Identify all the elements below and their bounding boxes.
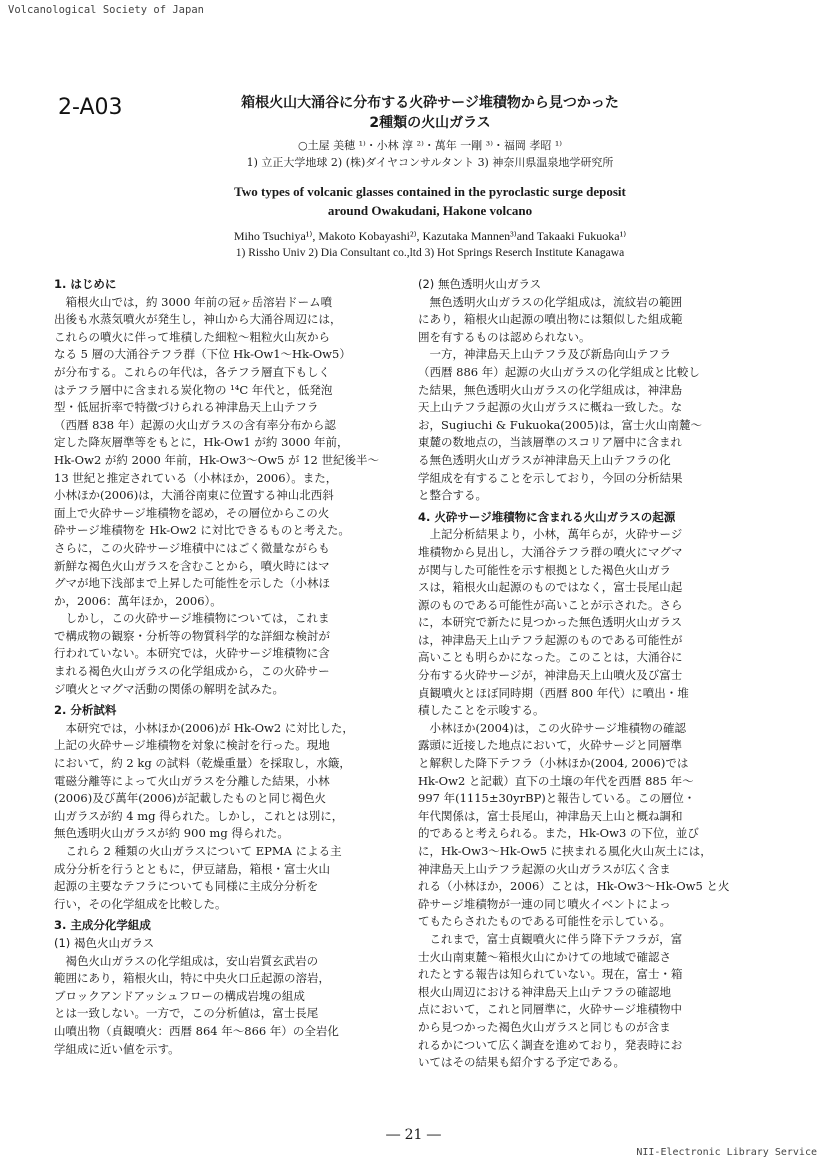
paragraph	[54, 610, 410, 698]
text-line: にあり，箱根火山起源の噴出物には類似した組成範	[418, 312, 683, 327]
text-line: 型・低屈折率で特徴づけられる神津島天上山テフラ	[54, 400, 319, 415]
text-line: から見つかった褐色火山ガラスと同じものが含ま	[418, 1019, 671, 1034]
text-line: 上記の火砕サージ堆積物を対象に検討を行った。現地	[54, 738, 330, 753]
paragraph	[418, 346, 776, 504]
text-line: ブロックアンドアッシュフローの構成岩塊の組成	[54, 988, 305, 1003]
text-line: 定した降灰層準等をもとに，Hk-Ow1 が約 3000 年前，	[54, 435, 349, 450]
text-line: 褐色火山ガラスの化学組成は，安山岩質玄武岩の	[54, 953, 319, 968]
text-line: れたとする報告は知られていない。現在，富士・箱	[418, 967, 683, 982]
text-line: 東麓の数地点の，当該層準のスコリア層中に含まれ	[418, 435, 683, 450]
text-line: れるかについて広く調査を進めており，発表時にお	[418, 1037, 683, 1052]
text-line: で構成物の観察・分析等の物質科学的な詳細な検討が	[54, 628, 330, 643]
text-line: 小林ほか(2004)は，この火砕サージ堆積物の確認	[418, 720, 687, 735]
text-line: 積したことを示唆する。	[418, 703, 545, 718]
subsection-heading-brown-glass: (1) 褐色火山ガラス	[54, 935, 155, 950]
text-line: (2006)及び萬年(2006)が記載したものと同じ褐色火	[54, 791, 326, 806]
text-line: とは一致しない。一方で，この分析値は，富士長尾	[54, 1006, 319, 1021]
text-line: 起源の主要なテフラについても同様に主成分分析を	[54, 879, 319, 894]
text-line: 電磁分離等によって火山ガラスを分離した結果，小林	[54, 773, 330, 788]
society-header: Volcanological Society of Japan	[8, 4, 204, 16]
text-line: スは，箱根火山起源のものではなく，富士長尾山起	[418, 580, 683, 595]
text-line: か，2006：萬年ほか，2006）。	[54, 593, 222, 608]
text-line: 士火山南東麓～箱根火山にかけての地域で確認さ	[418, 949, 671, 964]
text-line: しかし，この火砕サージ堆積物については，これま	[54, 611, 330, 626]
page-number: ― 21 ―	[386, 1127, 441, 1143]
text-line: 分布する火砕サージが，神津島天上山噴火及び富士	[418, 668, 683, 683]
text-line: 新鮮な褐色火山ガラスを含むことから，噴火時にはマ	[54, 558, 330, 573]
text-line: ジ噴火とマグマ活動の関係の解明を試みた。	[54, 681, 284, 696]
title-english	[150, 182, 710, 220]
paragraph	[54, 720, 410, 843]
text-line: なる 5 層の大涌谷テフラ群（下位 Hk-Ow1～Hk-Ow5）	[54, 347, 351, 362]
subsection-heading-colorless-glass: (2) 無色透明火山ガラス	[418, 277, 542, 291]
text-line: これら 2 種類の火山ガラスについて EPMA による主	[54, 844, 342, 858]
text-line: 露頭に近接した地点において，火砕サージと同層準	[418, 738, 683, 753]
text-line: 行い，その化学組成を比較した。	[54, 896, 227, 911]
text-line: が関与した可能性を示す根拠とした褐色火山ガラ	[418, 562, 671, 577]
text-line: と整合する。	[418, 488, 487, 503]
paragraph	[54, 953, 410, 1059]
text-line: 小林ほか(2006)は，大涌谷南東に位置する神山北西斜	[54, 488, 334, 503]
section-heading-introduction: 1. はじめに	[54, 277, 117, 291]
text-line: た結果，無色透明火山ガラスの化学組成は，神津島	[418, 382, 683, 397]
text-line: 山ガラスが約 4 mg 得られた。しかし，これとは別に，	[54, 808, 344, 823]
text-line: 無色透明火山ガラスの化学組成は，流紋岩の範囲	[418, 294, 683, 309]
text-line: まれる褐色火山ガラスの化学組成から，この火砕サー	[54, 664, 330, 679]
text-line: 根火山周辺における神津島天上山テフラの確認地	[418, 984, 671, 999]
text-line: と解釈した降下テフラ（小林ほか(2004, 2006)では	[418, 756, 689, 771]
text-line: 学組成を有することを示しており，今回の分析結果	[418, 470, 683, 485]
text-line: これらの噴火に伴って堆積した細粒～粗粒火山灰から	[54, 329, 330, 344]
paragraph	[418, 720, 776, 931]
text-line: に，Hk-Ow3～Hk-Ow5 に挟まれる風化火山灰土には，	[418, 844, 712, 858]
text-line: はテフラ層中に含まれる炭化物の ¹⁴C 年代と，低発泡	[54, 382, 333, 397]
text-line: れる（小林ほか，2006）ことは，Hk-Ow3～Hk-Ow5 と火	[418, 879, 730, 894]
text-line: 行われていない。本研究では，火砕サージ堆積物に含	[54, 646, 330, 661]
text-line: 範囲にあり，箱根火山，特に中央火口丘起源の溶岩，	[54, 971, 330, 986]
text-line: 13 世紀と推定されている（小林ほか，2006）。また，	[54, 470, 338, 485]
text-line: 上記分析結果より，小林，萬年らが，火砕サージ	[418, 527, 683, 542]
paragraph	[418, 294, 776, 347]
text-line: 点において，これと同層準に，火砕サージ堆積物中	[418, 1002, 683, 1017]
text-line: てもたらされたものである可能性を示している。	[418, 914, 671, 929]
paragraph	[54, 294, 410, 611]
paragraph	[418, 931, 776, 1072]
text-line: 砕サージ堆積物が一連の同じ噴火イベントによっ	[418, 896, 671, 911]
text-line: 神津島天上山テフラ起源の火山ガラスが広く含ま	[418, 861, 671, 876]
text-line: 的であると考えられる。また，Hk-Ow3 の下位，並び	[418, 826, 699, 841]
text-line: において，約 2 kg の試料（乾燥重量）を採取し，水簸，	[54, 756, 351, 771]
text-line: さらに，この火砕サージ堆積中にはごく微量ながらも	[54, 540, 330, 555]
text-line: が分布する。これらの年代は，各テフラ層直下もしく	[54, 364, 330, 379]
text-line: 本研究では，小林ほか(2006)が Hk-Ow2 に対比した，	[54, 720, 354, 735]
text-line: お，Sugiuchi & Fukuoka(2005)は，富士火山南麓～	[418, 417, 703, 432]
text-line: Hk-Ow2 と記載）直下の土壌の年代を西暦 885 年～	[418, 773, 694, 788]
text-line: 出後も水蒸気噴火が発生し，神山から大涌谷周辺には，	[54, 312, 342, 327]
left-column	[54, 276, 410, 1058]
text-line: 貞観噴火とほぼ同時期（西暦 800 年代）に噴出・堆	[418, 685, 689, 700]
text-line: 天上山テフラ起源の火山ガラスに概ね一致した。な	[418, 400, 683, 415]
text-line: 砕サージ堆積物を Hk-Ow2 に対比できるものと考えた。	[54, 523, 350, 538]
text-line: 学組成に近い値を示す。	[54, 1041, 180, 1056]
section-heading-chemistry: 3. 主成分化学組成	[54, 918, 151, 933]
text-line: は，神津島天上山テフラ起源のものである可能性が	[418, 632, 683, 647]
text-line: る無色透明火山ガラスが神津島天上山テフラの化	[418, 452, 671, 467]
text-line: 無色透明火山ガラスが約 900 mg 得られた。	[54, 826, 289, 841]
paragraph	[54, 843, 410, 913]
paragraph	[418, 526, 776, 720]
text-line: 年代関係は，富士長尾山，神津島天上山と概ね調和	[418, 808, 683, 823]
authors-japanese: ○土屋 美穂 ¹⁾・小林 淳 ²⁾・萬年 一剛 ³⁾・福岡 孝昭 ¹⁾	[297, 139, 562, 152]
text-line: 源のものである可能性が高いことが示された。さら	[418, 597, 683, 612]
text-line: 囲を有するものは認められない。	[418, 329, 591, 344]
right-column	[418, 276, 776, 1072]
text-line: Hk-Ow2 が約 2000 年前，Hk-Ow3～Ow5 が 12 世紀後半～	[54, 452, 379, 467]
authors-english: Miho Tsuchiya¹⁾, Makoto Kobayashi²⁾, Kazutaka Mannen³⁾and Takaaki Fukuoka¹⁾	[233, 229, 627, 243]
section-heading-samples: 2. 分析試料	[54, 703, 117, 718]
text-line: （西暦 886 年）起源の火山ガラスの化学組成と比較し	[418, 364, 700, 379]
title-en-line-2: around Owakudani, Hakone volcano	[327, 203, 533, 218]
text-line: 成分分析を行うとともに，伊豆諸島，箱根・富士火山	[54, 861, 330, 876]
library-footer: NII-Electronic Library Service	[636, 1147, 817, 1158]
title-ja-line-2: 2種類の火山ガラス	[369, 115, 491, 131]
section-heading-origin: 4. 火砕サージ堆積物に含まれる火山ガラスの起源	[418, 509, 676, 524]
text-line: 997 年(1115±30yrBP)と報告している。この層位・	[418, 791, 696, 806]
text-line: いてはその結果も紹介する予定である。	[418, 1055, 625, 1070]
text-line: に，本研究で新たに見つかった無色透明火山ガラス	[418, 615, 683, 630]
affiliations-english: 1) Rissho Univ 2) Dia Consultant co.,ltd 3) Hot Springs Reserch Institute Kanagawa	[235, 247, 625, 259]
title-en-line-1: Two types of volcanic glasses contained in the pyroclastic surge deposit	[234, 184, 626, 199]
abstract-id: 2-A03	[58, 95, 123, 120]
title-japanese	[150, 93, 710, 133]
text-line: 一方，神津島天上山テフラ及び新島向山テフラ	[418, 347, 671, 362]
text-line: （西暦 838 年）起源の火山ガラスの含有率分布から認	[54, 417, 336, 432]
text-line: これまで，富士貞観噴火に伴う降下テフラが，富	[418, 931, 683, 946]
title-ja-line-1: 箱根火山大涌谷に分布する火砕サージ堆積物から見つかった	[241, 95, 619, 111]
text-line: 山噴出物（貞観噴火：西暦 864 年～866 年）の全岩化	[54, 1023, 339, 1038]
text-line: 箱根火山では，約 3000 年前の冠ヶ岳溶岩ドーム噴	[54, 294, 333, 309]
text-line: 堆積物から見出し，大涌谷テフラ群の噴火にマグマ	[418, 544, 683, 559]
text-line: 面上で火砕サージ堆積物を認め，その層位からこの火	[54, 505, 330, 520]
text-line: グマが地下浅部まで上昇した可能性を示した（小林ほ	[54, 576, 330, 591]
affiliations-japanese: 1) 立正大学地球 2) (株)ダイヤコンサルタント 3) 神奈川県温泉地学研究所	[246, 156, 614, 169]
text-line: 高いことも明らかになった。このことは，大涌谷に	[418, 650, 683, 665]
